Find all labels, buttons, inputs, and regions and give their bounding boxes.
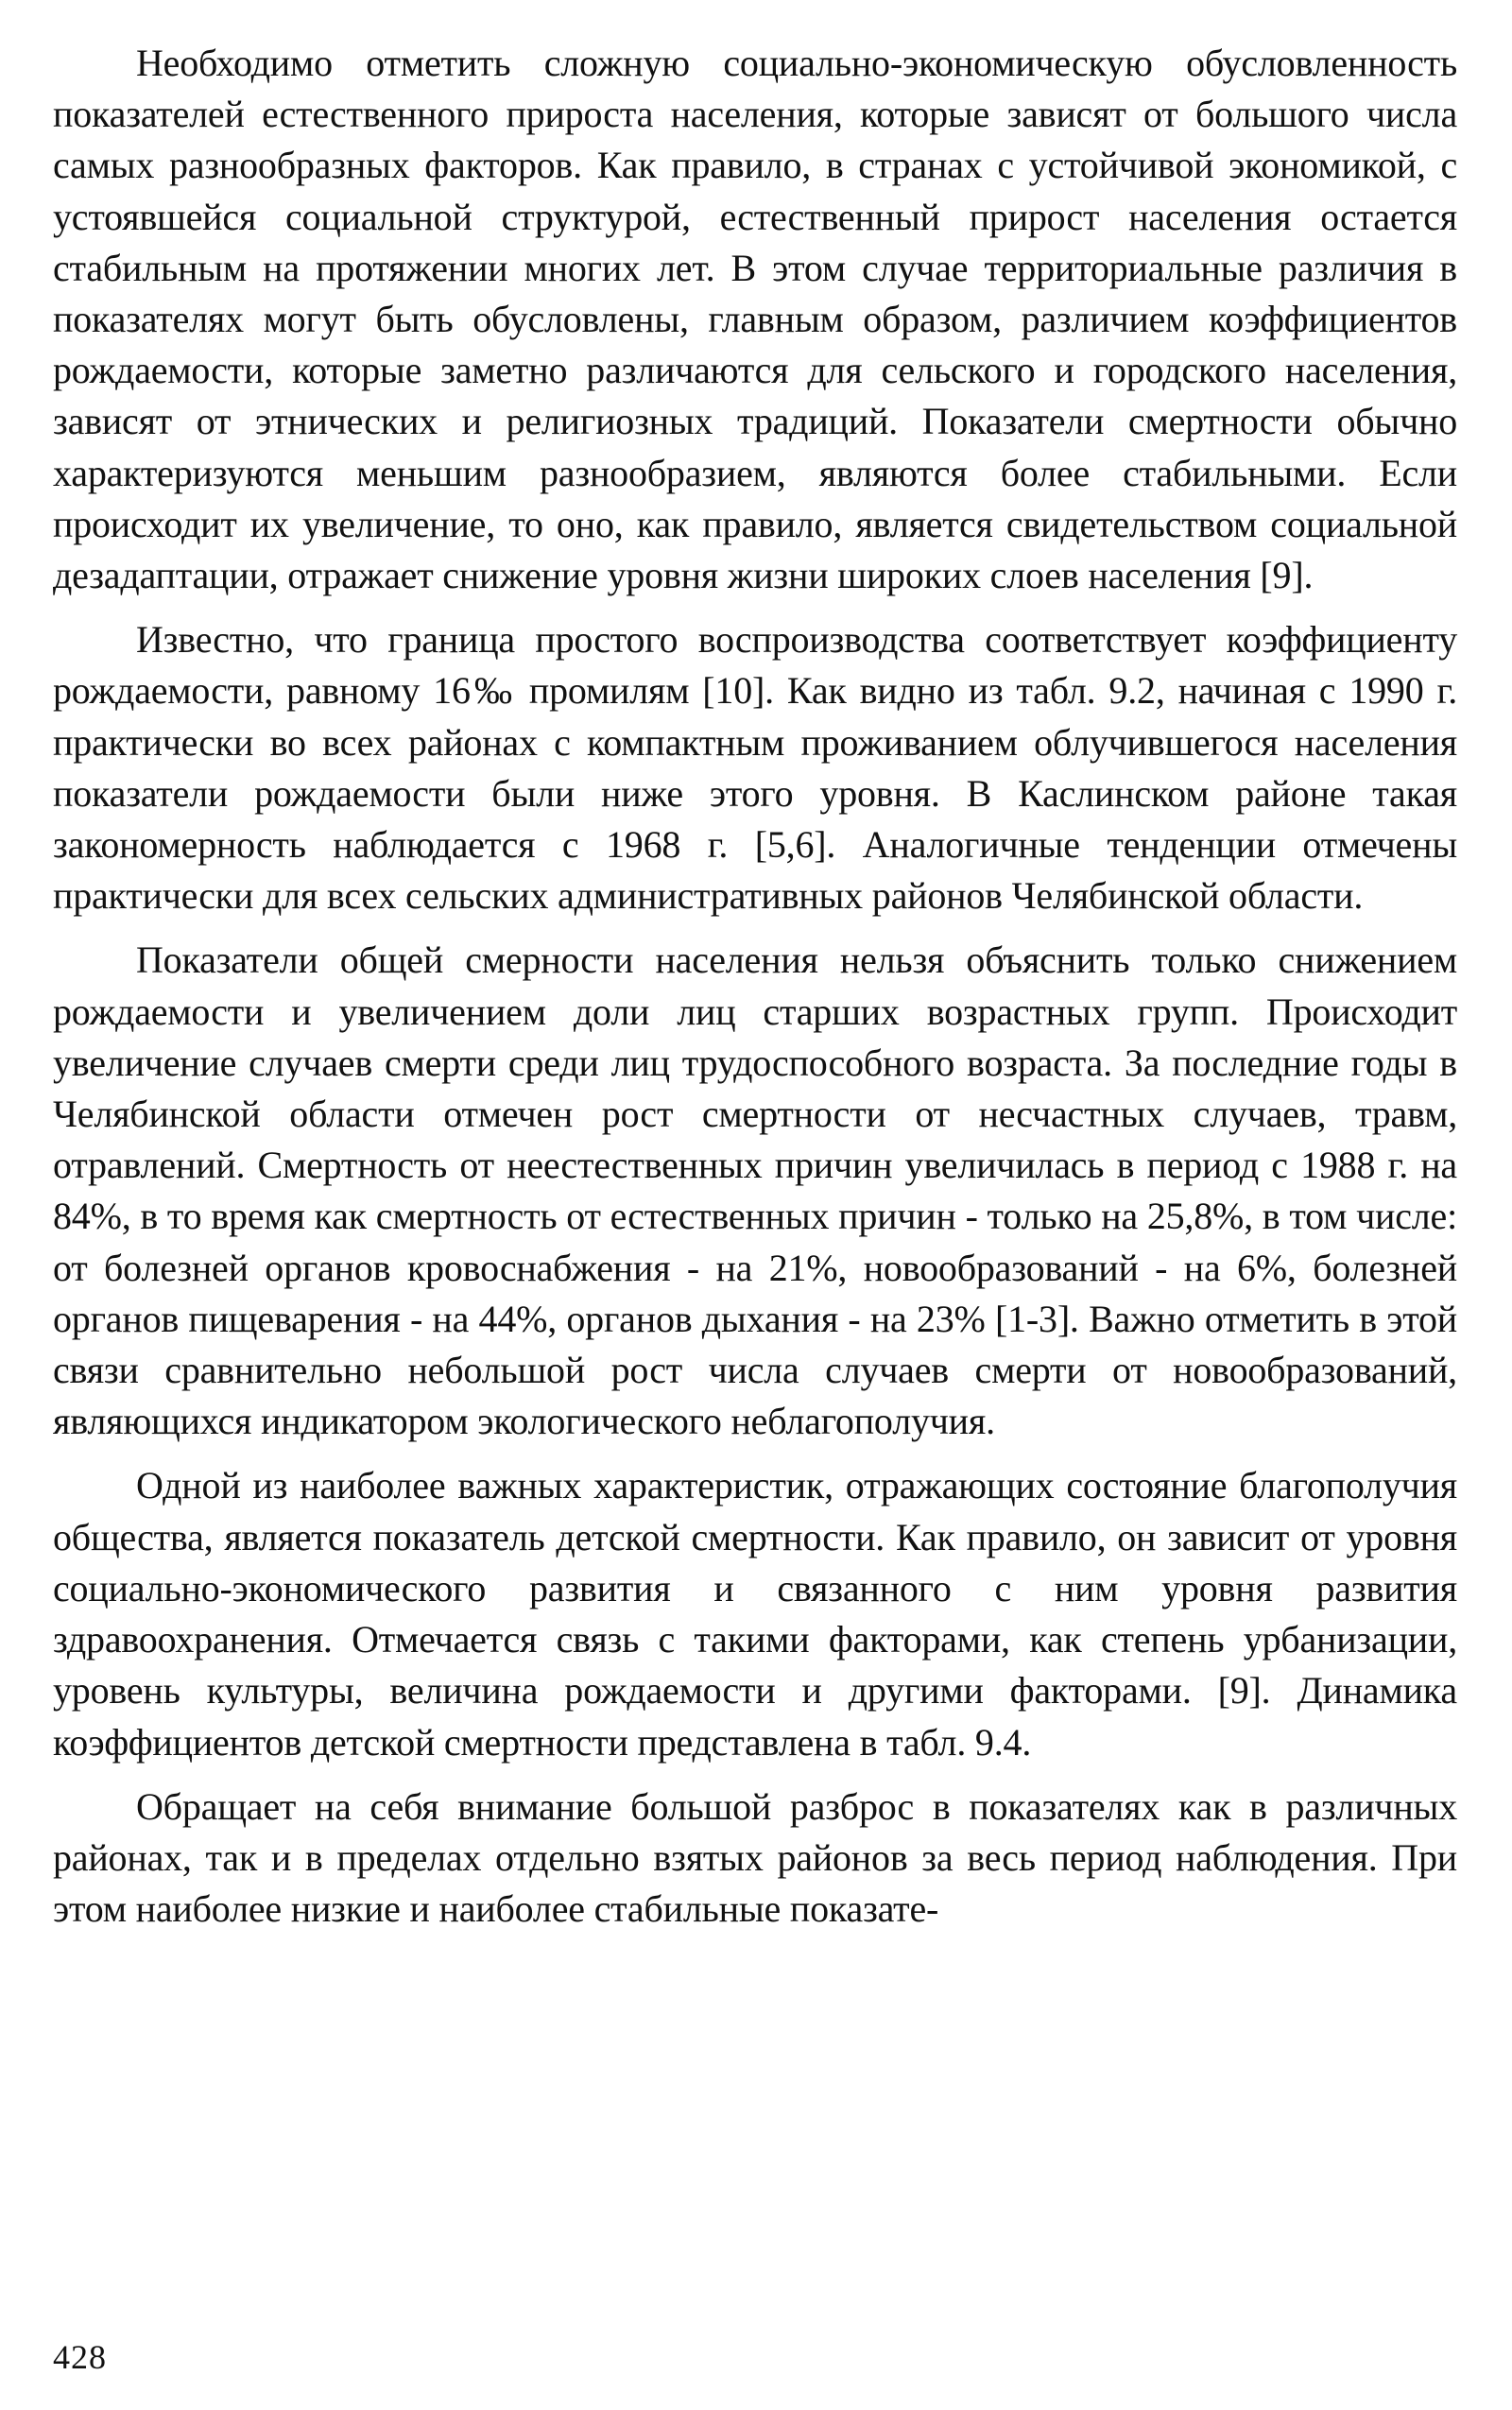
- paragraph-5: Обращает на себя внимание большой разброс в показателях как в различных районах, так и в пределах отдельно взятых районов за весь период наблюдения. При этом наиболее низкие и наиболее стабильные показате-: [53, 1784, 1457, 1931]
- paragraph-1: Необходимо отметить сложную социально-экономическую обусловленность показателей естественного прироста населения, которые зависят от большого числа самых разнообразных факторов. Как правило, в странах с устойчивой экономикой, с устоявшейся социальной структурой, естественный прирост населения остается стабильным на протяжении многих лет. В этом случае территориальные различия в показателях могут быть обусловлены, главным образом, различием коэффициентов рождаемости, которые заметно различаются для сельского и городского населения, зависят от этнических и религиозных традиций. Показатели смертности обычно характеризуются меньшим разнообразием, являются более стабильными. Если происходит их увеличение, то оно, как правило, является свидетельством социальной дезадаптации, отражает снижение уровня жизни широких слоев населения [9].: [53, 42, 1457, 597]
- document-page: [53, 38, 1457, 2376]
- paragraph-3: Показатели общей смерности населения нельзя объяснить только снижением рождаемости и увеличением доли лиц старших возрастных групп. Происходит увеличение случаев смерти среди лиц трудоспособного возраста. За последние годы в Челябинской области отмечен рост смертности от несчастных случаев, травм, отравлений. Смертность от неестественных причин увеличилась в период с 1988 г. на 84%, в то время как смертность от естественных причин - только на 25,8%, в том числе: от болезней органов кровоснабжения - на 21%, новообразований - на 6%, болезней органов пищеварения - на 44%, органов дыхания - на 23% [1-3]. Важно отметить в этой связи сравнительно небольшой рост числа случаев смерти от новообразований, являющихся индикатором экологического неблагополучия.: [53, 938, 1457, 1443]
- paragraph-4: Одной из наиболее важных характеристик, отражающих состояние благополучия общества, является показатель детской смертности. Как правило, он зависит от уровня социально-экономического развития и связанного с ним уровня развития здравоохранения. Отмечается связь с такими факторами, как степень урбанизации, уровень культуры, величина рождаемости и другими факторами. [9]. Динамика коэффициентов детской смертности представлена в табл. 9.4.: [53, 1464, 1457, 1764]
- page-number: 428: [53, 2338, 107, 2376]
- paragraph-2: Известно, что граница простого воспроизводства соответствует коэффициенту рождаемости, равному 16‰ промилям [10]. Как видно из табл. 9.2, начиная с 1990 г. практически во всех районах с компактным проживанием облучившегося населения показатели рождаемости были ниже этого уровня. В Каслинском районе такая закономерность наблюдается с 1968 г. [5,6]. Аналогичные тенденции отмечены практически для всех сельских административных районов Челябинской области.: [53, 618, 1457, 918]
